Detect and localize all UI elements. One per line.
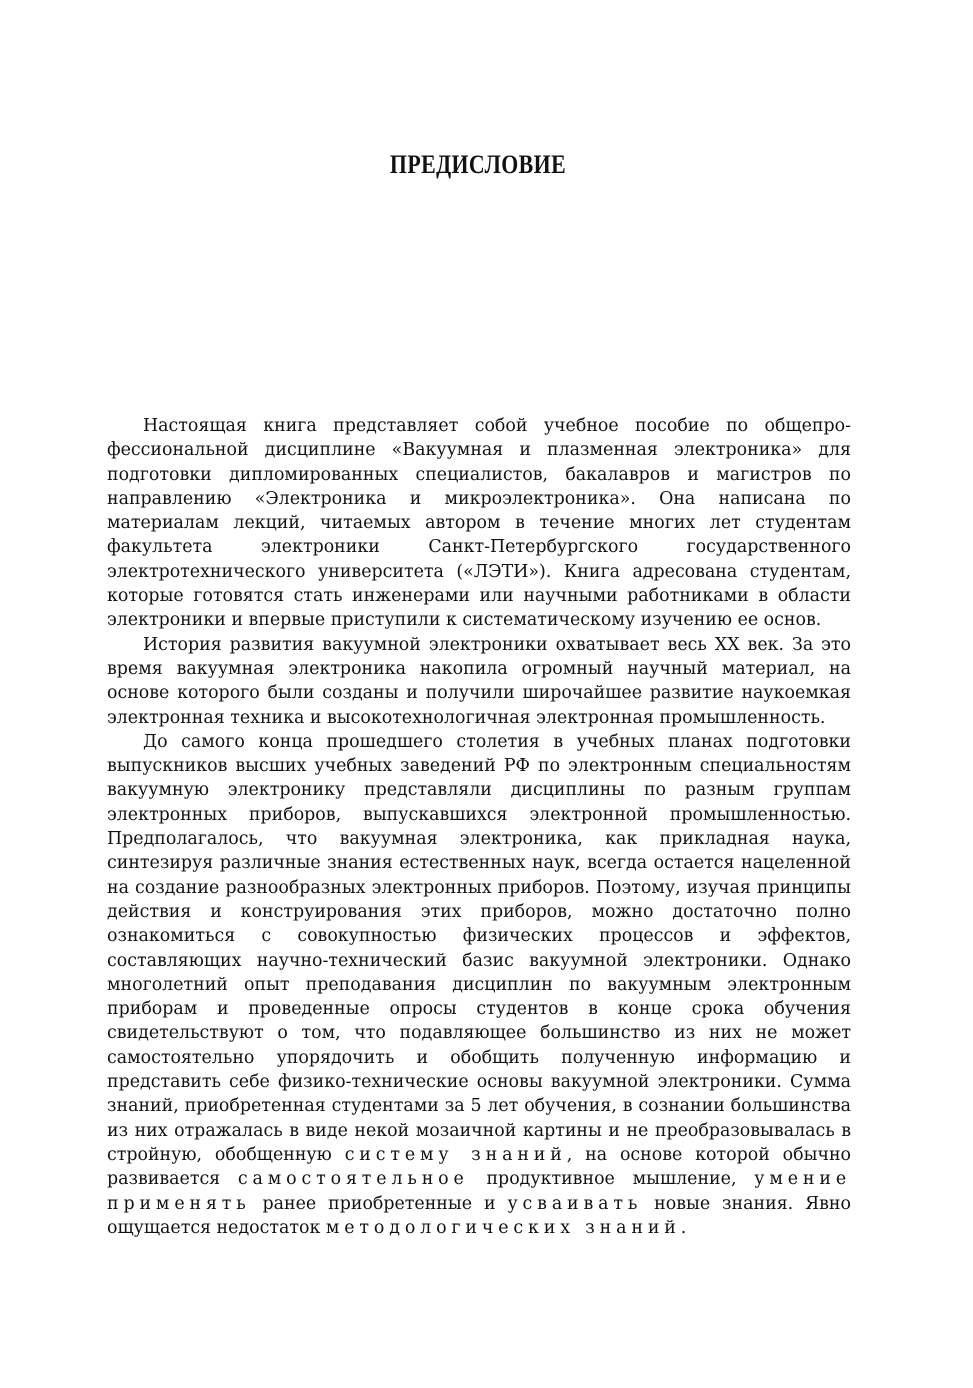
paragraph-3-text-6: .	[680, 1217, 687, 1238]
emphasis-assimilate: усваивать	[507, 1193, 643, 1214]
paragraph-3-text-2: , на основе которой обычно развивается	[107, 1144, 852, 1190]
emphasis-system-of-knowledge: систему знаний	[344, 1144, 567, 1165]
paragraph-3-text-1: До самого конца прошедшего столетия в учебных планах подготовки выпускников высших учебных заведений РФ по электронным специальностям вакуумную электронику представляли дисциплины по разным группам электронных приборов, выпускавшихся электронной промышленностью. Предполагалось, что вакуумная электроника, как прикладная наука, синтезируя различные знания естественных наук, всегда остается нацеленной на создание разнообразных электронных приборов. Поэтому, изучая принципы действия и конструирования этих приборов, можно достаточно полно ознакомиться с совокупностью физических процессов и эффектов, составляющих научно-технический базис вакуумной электроники. Однако многолетний опыт преподавания дисциплин по вакуумным электронным приборам и проведенные опросы студентов в конце срока обучения свидетельствуют о том, что подавляющее большинство из них не может самостоятельно упорядочить и обобщить полученную информацию и представить себе физико-технические основы вакуумной электроники. Сумма знаний, приобретенная студентами за 5 лет обучения, в сознании большинства из них отражалась в виде некой мозаичной картины и не преобразовывалась в стройную, обобщенную	[107, 731, 851, 1165]
paragraph-3-text-5: новые знания. Явно ощущается недостаток	[107, 1193, 851, 1238]
paragraph-3	[107, 730, 851, 1240]
paragraph-2: История развития вакуумной электроники охватывает весь XX век. За это время вакуумная электроника накопила огромный научный материал, на основе которого были созданы и получили широчайшее развитие наукоемкая электронная техника и высокотехнологичная электронная промышленность.	[107, 634, 851, 728]
preface-body	[107, 414, 851, 1240]
emphasis-independent: самостоятельное	[237, 1169, 469, 1190]
paragraph-3-text-4: ранее приобретенные и	[262, 1193, 496, 1214]
paragraph-1: Настоящая книга представляет собой учебное пособие по общепрофессиональной дисциплине «Вакуумная и плазменная электроника» для подготовки дипломированных специалистов, бакалавров и магистров по направлению «Электроника и микроэлектроника». Она написана по материалам лекций, читаемых автором в течение многих лет студентам факультета электроники Санкт-Петербургского государственного электротехнического университета («ЛЭТИ»). Книга адресована студентам, которые готовятся стать инженерами или научными работниками в области электроники и впервые приступили к систематическому изучению ее основ.	[107, 416, 851, 631]
emphasis-ability-to-apply: умение применять	[107, 1169, 851, 1214]
page-title: ПРЕДИСЛОВИЕ	[389, 150, 567, 179]
paragraph-3-text-3: продуктивное мышление,	[486, 1169, 737, 1190]
emphasis-methodological-knowledge: методологических знаний	[325, 1217, 681, 1238]
